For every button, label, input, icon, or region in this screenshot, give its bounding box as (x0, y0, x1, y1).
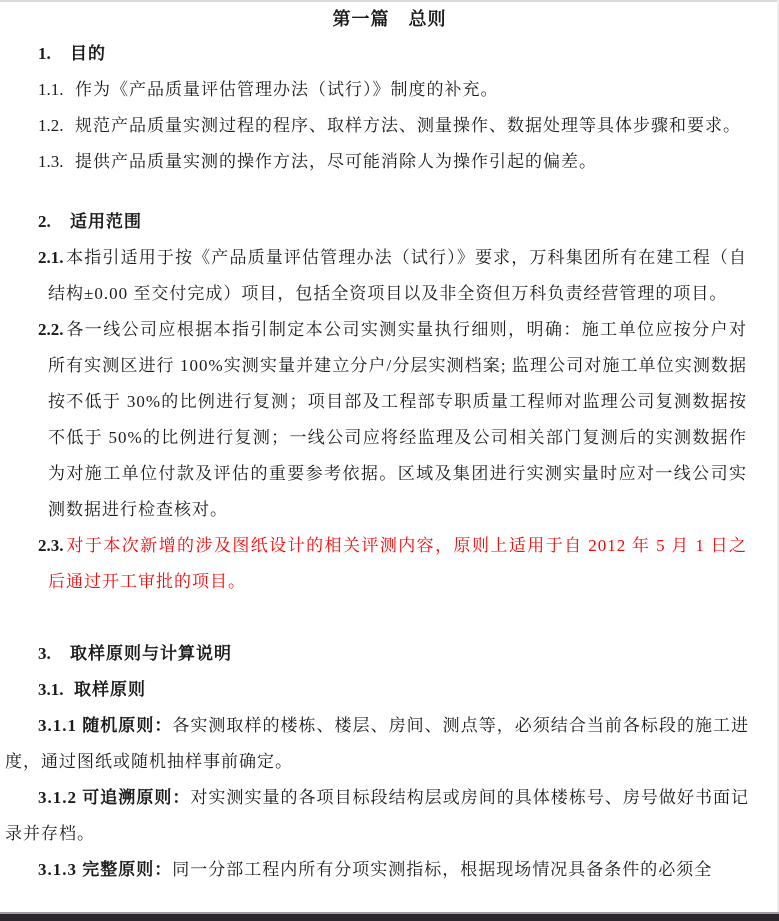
paragraph-3-1-2-text: 对实测实量的各项目标段结构层或房间的具体楼栋号、房号做好书面记录并存档。 (5, 788, 750, 843)
paragraph-3-1-3-text: 同一分部工程内所有分项实测指标，根据现场情况具备条件的必须全 (172, 860, 713, 879)
window-top-edge (0, 0, 779, 2)
section-3-1-number: 3.1. (38, 680, 64, 699)
clause-1-3-text: 提供产品质量实测的操作方法，尽可能消除人为操作引起的偏差。 (75, 152, 597, 171)
section-3-heading-text: 取样原则与计算说明 (70, 644, 232, 663)
clause-1-3 (38, 144, 779, 180)
clause-1-1 (38, 72, 779, 108)
section-1-number: 1. (38, 44, 51, 63)
section-1-heading (38, 36, 779, 72)
section-2-heading-text: 适用范围 (70, 212, 142, 231)
clause-2-3-number: 2.3. (38, 536, 64, 555)
paragraph-3-1-2-label: 3.1.2 可追溯原则： (38, 788, 191, 807)
window-bottom-edge-bar (0, 912, 779, 921)
paragraph-3-1-3-label: 3.1.3 完整原则： (38, 860, 173, 879)
clause-2-3-text-red: 对于本次新增的涉及图纸设计的相关评测内容，原则上适用于自 2012 年 5 月 1 日之后通过开工审批的项目。 (48, 536, 747, 591)
clause-2-2 (38, 312, 779, 528)
section-2-number: 2. (38, 212, 51, 231)
section-3-heading (38, 636, 779, 672)
clause-2-1-number: 2.1. (38, 248, 64, 267)
paragraph-3-1-2 (5, 780, 779, 852)
clause-1-1-number: 1.1. (38, 80, 64, 99)
clause-2-2-number: 2.2. (38, 320, 64, 339)
clause-2-1 (38, 240, 779, 312)
paragraph-3-1-1-label: 3.1.1 随机原则： (38, 716, 173, 735)
clause-1-1-text: 作为《产品质量评估管理办法（试行）》制度的补充。 (75, 80, 499, 99)
clause-2-3 (38, 528, 779, 600)
paragraph-3-1-3 (5, 852, 779, 888)
section-3-number: 3. (38, 644, 51, 663)
clause-1-2-text: 规范产品质量实测过程的程序、取样方法、测量操作、数据处理等具体步骤和要求。 (75, 116, 741, 135)
clause-2-2-text: 各一线公司应根据本指引制定本公司实测实量执行细则，明确：施工单位应按分户对所有实测区进行 100%实测实量并建立分户/分层实测档案; 监理公司对施工单位实测数据按不低于 30%的比例进行复测；项目部及工程部专职质量工程师对监理公司复测数据按不低于 50%的比例进行复测；一线公司应将经监理及公司相关部门复测后的实测数据作为对施工单位付款及评估的重要参考依据。区域及集团进行实测实量时应对一线公司实测数据进行检查核对。 (48, 320, 747, 519)
clause-2-1-text: 本指引适用于按《产品质量评估管理办法（试行）》要求，万科集团所有在建工程（自结构±0.00 至交付完成）项目，包括全资项目以及非全资但万科负责经营管理的项目。 (48, 248, 747, 303)
clause-1-2 (38, 108, 779, 144)
page-title: 第一篇 总则 (332, 9, 447, 29)
section-3-1-subheading (38, 672, 779, 708)
clause-1-2-number: 1.2. (38, 116, 64, 135)
section-1-heading-text: 目的 (70, 44, 106, 63)
clause-1-3-number: 1.3. (38, 152, 64, 171)
paragraph-3-1-1 (5, 708, 779, 780)
paragraph-3-1-1-text: 各实测取样的楼栋、楼层、房间、测点等，必须结合当前各标段的施工进度，通过图纸或随机抽样事前确定。 (5, 716, 750, 771)
section-3-1-heading-text: 取样原则 (74, 680, 146, 699)
section-2-heading (38, 204, 779, 240)
